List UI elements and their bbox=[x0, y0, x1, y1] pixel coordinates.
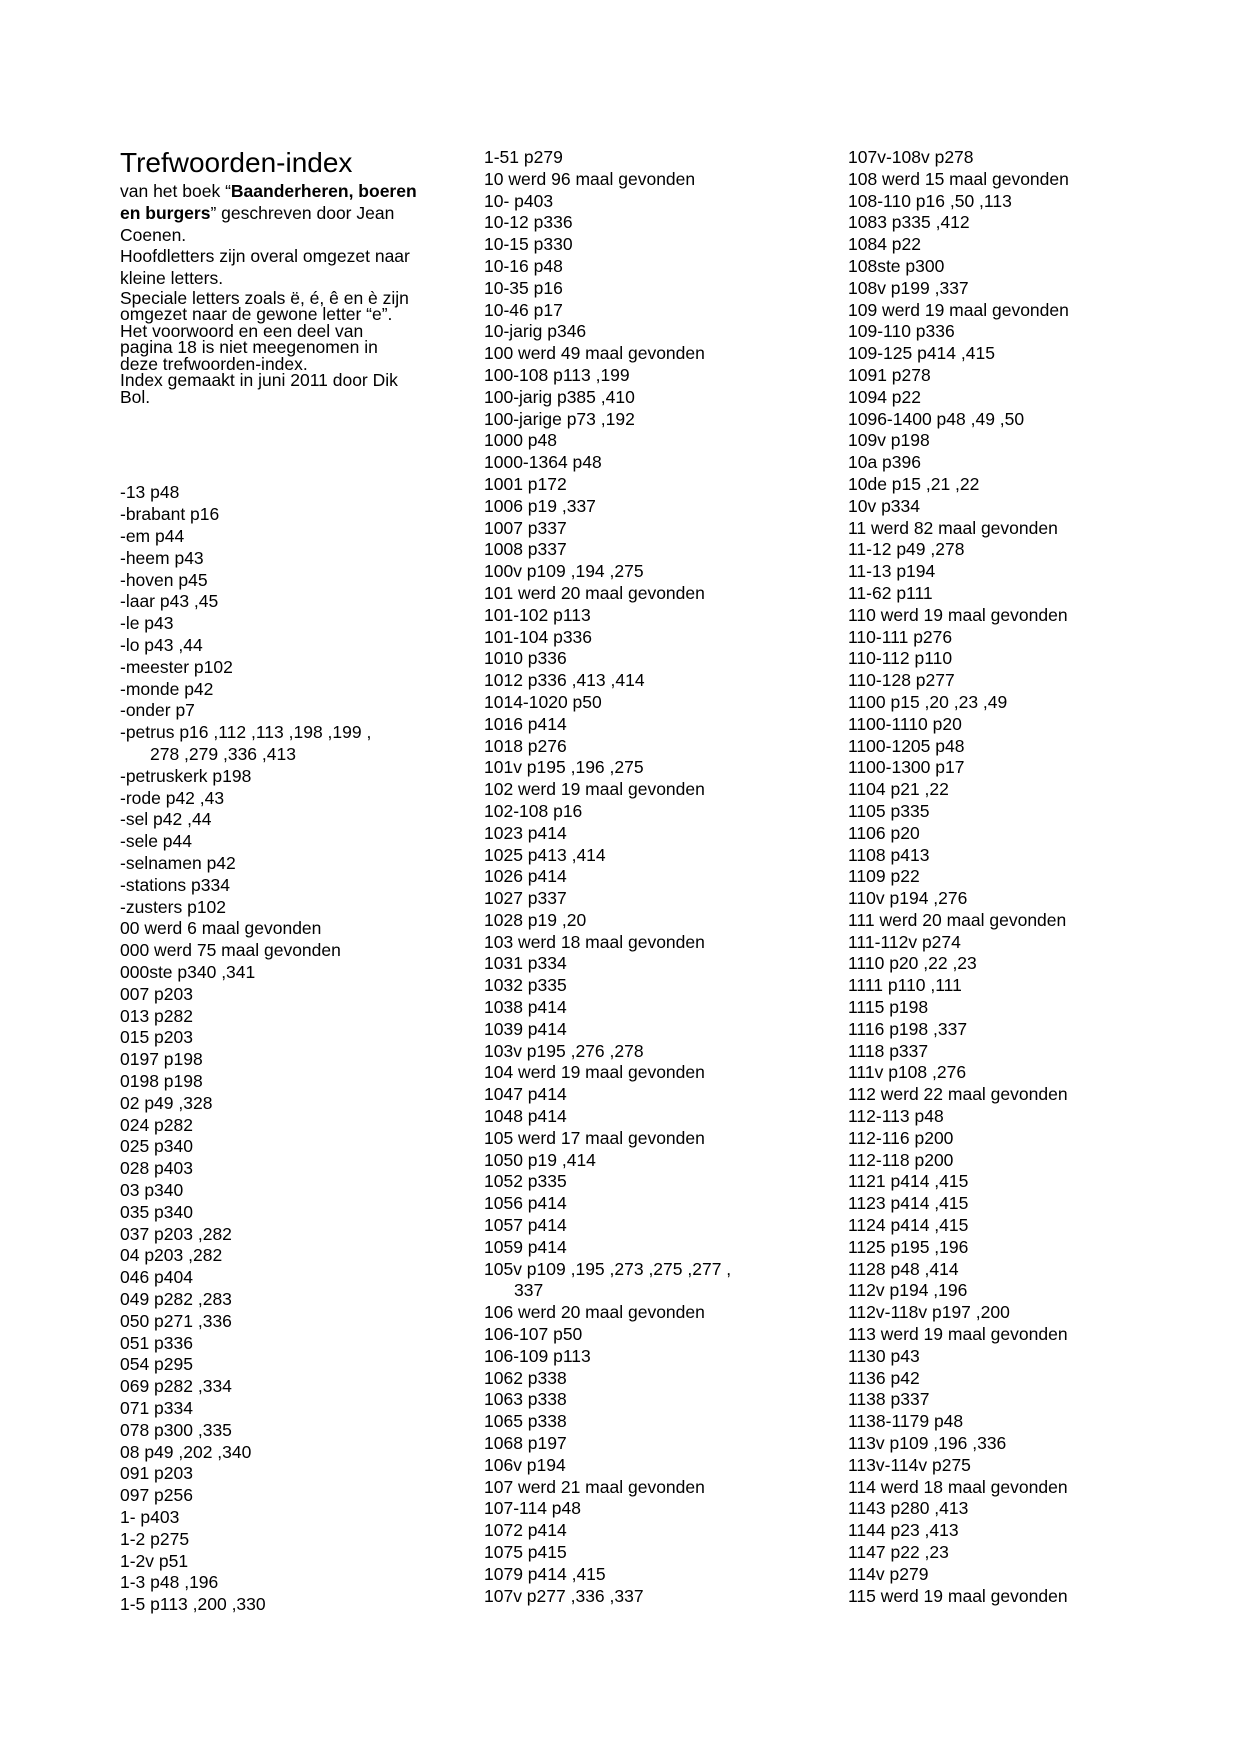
index-entry: 04 p203 ,282 bbox=[120, 1245, 223, 1266]
index-entry: 110v p194 ,276 bbox=[848, 888, 968, 909]
index-entry: 114v p279 bbox=[848, 1563, 929, 1584]
index-entry: 101-104 p336 bbox=[484, 626, 593, 647]
index-entry: 10-12 p336 bbox=[484, 212, 573, 233]
index-entry: 025 p340 bbox=[120, 1136, 193, 1157]
index-entry: 007 p203 bbox=[120, 983, 193, 1004]
index-entry: 104 werd 19 maal gevonden bbox=[484, 1062, 705, 1083]
index-entry: 097 p256 bbox=[120, 1485, 193, 1506]
index-entry: 1-5 p113 ,200 ,330 bbox=[120, 1594, 266, 1615]
index-entry: 1083 p335 ,412 bbox=[848, 212, 970, 233]
index-entry: 112-113 p48 bbox=[848, 1106, 944, 1127]
note-created: Index gemaakt in juni 2011 door Dik Bol. bbox=[120, 370, 398, 407]
index-entry: 024 p282 bbox=[120, 1114, 193, 1135]
index-entry: 1031 p334 bbox=[484, 953, 567, 974]
index-entry: 1108 p413 bbox=[848, 844, 930, 865]
index-entry: 1039 p414 bbox=[484, 1018, 567, 1039]
index-entry: 046 p404 bbox=[120, 1267, 193, 1288]
index-entry: 0198 p198 bbox=[120, 1071, 203, 1091]
entry-list-3 bbox=[848, 147, 1208, 1607]
index-entry: 1-3 p48 ,196 bbox=[120, 1572, 219, 1593]
index-entry: 000ste p340 ,341 bbox=[120, 962, 256, 983]
index-entry: -laar p43 ,45 bbox=[120, 591, 219, 612]
index-entry: 10-16 p48 bbox=[484, 255, 563, 276]
index-entry: 1116 p198 ,337 bbox=[848, 1018, 968, 1039]
index-entry: 100-jarig p385 ,410 bbox=[484, 386, 635, 407]
index-entry: -brabant p16 bbox=[120, 504, 220, 525]
index-entry: 1016 p414 bbox=[484, 713, 567, 734]
index-entry: 1052 p335 bbox=[484, 1171, 567, 1192]
index-entry: 1000 p48 bbox=[484, 430, 557, 451]
index-entry: 102 werd 19 maal gevonden bbox=[484, 779, 705, 800]
index-entry: 1010 p336 bbox=[484, 648, 567, 669]
index-entry: 111v p108 ,276 bbox=[848, 1062, 967, 1083]
intro-text bbox=[120, 181, 420, 405]
index-entry: -sele p44 bbox=[120, 831, 192, 852]
index-entry: 1072 p414 bbox=[484, 1520, 567, 1541]
index-entry: 10-15 p330 bbox=[484, 234, 573, 255]
index-entry: 1138 p337 bbox=[848, 1389, 930, 1410]
index-entry: 114 werd 18 maal gevonden bbox=[848, 1476, 1068, 1497]
index-entry: 111 werd 20 maal gevonden bbox=[848, 909, 1067, 930]
index-entry: 1100-1300 p17 bbox=[848, 757, 965, 778]
index-entry: 1- p403 bbox=[120, 1506, 180, 1527]
index-entry: 049 p282 ,283 bbox=[120, 1288, 232, 1309]
index-entry: 1008 p337 bbox=[484, 539, 567, 560]
index-entry: 1128 p48 ,414 bbox=[848, 1258, 959, 1279]
index-entry: 1136 p42 bbox=[848, 1367, 920, 1388]
index-entry: 113v p109 ,196 ,336 bbox=[848, 1433, 1007, 1454]
index-entry: 069 p282 ,334 bbox=[120, 1376, 232, 1397]
index-entry: 100v p109 ,194 ,275 bbox=[484, 561, 644, 582]
index-entry: 1047 p414 bbox=[484, 1084, 567, 1105]
index-entry: -stations p334 bbox=[120, 874, 230, 895]
index-entry: 10-jarig p346 bbox=[484, 321, 587, 342]
index-entry: 1096-1400 p48 ,49 ,50 bbox=[848, 408, 1025, 429]
index-entry: 1007 p337 bbox=[484, 517, 567, 538]
index-entry: -petrus p16 ,112 ,113 ,198 ,199 , bbox=[120, 722, 372, 743]
index-entry: 1094 p22 bbox=[848, 386, 921, 407]
index-entry: 1059 p414 bbox=[484, 1236, 567, 1257]
index-entry: 035 p340 bbox=[120, 1201, 193, 1222]
index-entry: 091 p203 bbox=[120, 1463, 193, 1484]
index-entry: 1027 p337 bbox=[484, 888, 567, 909]
index-entry: 1100 p15 ,20 ,23 ,49 bbox=[848, 691, 1008, 712]
index-entry: 1118 p337 bbox=[848, 1040, 929, 1061]
index-entry: 112v-118v p197 ,200 bbox=[848, 1302, 1010, 1323]
index-entry: 1123 p414 ,415 bbox=[848, 1193, 969, 1214]
index-entry: 108 werd 15 maal gevonden bbox=[848, 168, 1069, 189]
index-entry: 111-112v p274 bbox=[848, 931, 961, 952]
note-excluded: Het voorwoord en een deel van pagina 18 is niet meegenomen in deze trefwoorden-index. bbox=[120, 320, 378, 374]
index-entry: 1001 p172 bbox=[484, 473, 567, 494]
index-entry: 1014-1020 p50 bbox=[484, 691, 602, 712]
index-column-2 bbox=[484, 147, 814, 1607]
index-entry: 10v p334 bbox=[848, 495, 921, 516]
index-entry: 015 p203 bbox=[120, 1027, 193, 1048]
index-entry: -13 p48 bbox=[120, 482, 180, 503]
index-entry: 1000-1364 p48 bbox=[484, 452, 602, 473]
index-entry: 071 p334 bbox=[120, 1397, 193, 1418]
index-entry: 1057 p414 bbox=[484, 1215, 567, 1236]
index-entry: 102-108 p16 bbox=[484, 800, 583, 821]
index-entry: 1079 p414 ,415 bbox=[484, 1563, 606, 1584]
index-entry: -monde p42 bbox=[120, 678, 214, 699]
index-entry: 105v p109 ,195 ,273 ,275 ,277 , bbox=[484, 1258, 732, 1279]
index-entry: 1075 p415 bbox=[484, 1542, 567, 1562]
index-entry: 100 werd 49 maal gevonden bbox=[484, 343, 705, 364]
book-title: Baanderheren, boeren en burgers bbox=[120, 181, 417, 223]
entry-list-1 bbox=[120, 482, 450, 1615]
index-entry: 1056 p414 bbox=[484, 1193, 567, 1214]
note-capitals: Hoofdletters zijn overal omgezet naar kleine letters. bbox=[120, 246, 410, 289]
index-entry: 101v p195 ,196 ,275 bbox=[484, 757, 644, 778]
intro-line bbox=[120, 181, 420, 246]
index-entry: 10a p396 bbox=[848, 452, 921, 473]
index-entry: 109v p198 bbox=[848, 430, 930, 451]
index-entry: 013 p282 bbox=[120, 1005, 193, 1026]
index-entry: 1147 p22 ,23 bbox=[848, 1542, 949, 1562]
index-entry: 10-35 p16 bbox=[484, 277, 563, 298]
index-entry: 1018 p276 bbox=[484, 735, 567, 756]
index-entry: 037 p203 ,282 bbox=[120, 1223, 232, 1244]
index-entry: 1032 p335 bbox=[484, 975, 567, 996]
index-entry: 113v-114v p275 bbox=[848, 1454, 971, 1475]
index-entry: 1012 p336 ,413 ,414 bbox=[484, 670, 645, 691]
index-entry: 1124 p414 ,415 bbox=[848, 1215, 969, 1236]
index-entry: 1105 p335 bbox=[848, 800, 930, 821]
intro-pre: van het boek “ bbox=[120, 181, 231, 201]
index-column-3 bbox=[848, 147, 1208, 1607]
index-entry: 100-108 p113 ,199 bbox=[484, 364, 630, 385]
index-entry: 1062 p338 bbox=[484, 1367, 567, 1388]
index-entry: 110-112 p110 bbox=[848, 648, 953, 669]
index-entry: 1104 p21 ,22 bbox=[848, 779, 949, 800]
index-entry: 1100-1110 p20 bbox=[848, 713, 962, 734]
index-entry: -meester p102 bbox=[120, 656, 233, 677]
index-entry: 1144 p23 ,413 bbox=[848, 1520, 959, 1541]
index-entry: 103 werd 18 maal gevonden bbox=[484, 931, 705, 952]
index-entry: 1115 p198 bbox=[848, 997, 929, 1018]
index-entry: 1110 p20 ,22 ,23 bbox=[848, 953, 977, 974]
index-entry: 051 p336 bbox=[120, 1332, 193, 1353]
index-entry: 112 werd 22 maal gevonden bbox=[848, 1084, 1068, 1105]
index-entry: 1109 p22 bbox=[848, 866, 920, 887]
index-entry: 00 werd 6 maal gevonden bbox=[120, 918, 322, 939]
index-entry: 000 werd 75 maal gevonden bbox=[120, 940, 341, 961]
index-entry: -heem p43 bbox=[120, 547, 204, 568]
index-entry: 106-107 p50 bbox=[484, 1324, 583, 1345]
index-entry: 278 ,279 ,336 ,413 bbox=[150, 744, 296, 765]
index-entry: -sel p42 ,44 bbox=[120, 809, 212, 830]
index-entry: 11-62 p111 bbox=[848, 582, 933, 603]
index-entry: 1048 p414 bbox=[484, 1106, 567, 1127]
index-entry: 112v p194 ,196 bbox=[848, 1280, 968, 1301]
index-entry: -em p44 bbox=[120, 526, 185, 547]
index-entry: -lo p43 ,44 bbox=[120, 635, 203, 656]
index-entry: 054 p295 bbox=[120, 1354, 193, 1375]
index-entry: 1026 p414 bbox=[484, 866, 567, 887]
index-entry: 1143 p280 ,413 bbox=[848, 1498, 969, 1519]
index-entry: 106v p194 bbox=[484, 1454, 566, 1475]
index-entry: 101-102 p113 bbox=[484, 604, 591, 625]
index-entry: 109-110 p336 bbox=[848, 321, 955, 342]
index-entry: 078 p300 ,335 bbox=[120, 1419, 232, 1440]
index-entry: 1-2 p275 bbox=[120, 1528, 190, 1549]
index-entry: 10de p15 ,21 ,22 bbox=[848, 473, 980, 494]
index-entry: 108-110 p16 ,50 ,113 bbox=[848, 190, 1012, 211]
index-entry: 1130 p43 bbox=[848, 1345, 920, 1366]
index-entry: 03 p340 bbox=[120, 1179, 184, 1200]
index-entry: 02 p49 ,328 bbox=[120, 1092, 213, 1113]
index-entry: 10 werd 96 maal gevonden bbox=[484, 168, 696, 189]
index-entry: 1138-1179 p48 bbox=[848, 1411, 964, 1432]
index-entry: 11-13 p194 bbox=[848, 561, 936, 582]
index-entry: 106-109 p113 bbox=[484, 1345, 591, 1366]
index-entry: 1111 p110 ,111 bbox=[848, 975, 962, 996]
index-entry: 1121 p414 ,415 bbox=[848, 1171, 969, 1192]
index-entry: -hoven p45 bbox=[120, 569, 208, 590]
index-entry: 1-2v p51 bbox=[120, 1550, 189, 1571]
index-entry: -zusters p102 bbox=[120, 896, 227, 917]
index-entry: -petruskerk p198 bbox=[120, 765, 252, 786]
index-entry: 110-128 p277 bbox=[848, 670, 955, 691]
index-entry: 1038 p414 bbox=[484, 997, 567, 1018]
index-entry: 1084 p22 bbox=[848, 234, 921, 255]
index-entry: 105 werd 17 maal gevonden bbox=[484, 1127, 705, 1148]
index-entry: 113 werd 19 maal gevonden bbox=[848, 1324, 1068, 1345]
index-entry: -selnamen p42 bbox=[120, 853, 236, 874]
index-entry: 10-46 p17 bbox=[484, 299, 563, 320]
index-entry: 1065 p338 bbox=[484, 1411, 567, 1432]
index-entry: 08 p49 ,202 ,340 bbox=[120, 1441, 252, 1462]
index-entry: 11-12 p49 ,278 bbox=[848, 539, 965, 560]
index-entry: 1023 p414 bbox=[484, 822, 567, 843]
index-entry: 1-51 p279 bbox=[484, 147, 563, 167]
index-entry: 10- p403 bbox=[484, 190, 554, 211]
index-entry: 107-114 p48 bbox=[484, 1498, 581, 1519]
index-entry: 050 p271 ,336 bbox=[120, 1310, 232, 1331]
index-column-1 bbox=[120, 147, 450, 1616]
index-entry: 100-jarige p73 ,192 bbox=[484, 408, 635, 429]
index-entry: 1068 p197 bbox=[484, 1433, 567, 1454]
index-entry: 115 werd 19 maal gevonden bbox=[848, 1585, 1068, 1606]
index-entry: 1050 p19 ,414 bbox=[484, 1149, 596, 1170]
index-entry: 11 werd 82 maal gevonden bbox=[848, 517, 1058, 538]
intro-post: ” geschreven door Jean Coenen. bbox=[120, 202, 395, 245]
index-entry: 108ste p300 bbox=[848, 255, 945, 276]
index-entry: 1091 p278 bbox=[848, 364, 931, 385]
index-entry: -rode p42 ,43 bbox=[120, 787, 225, 808]
index-entry: 110 werd 19 maal gevonden bbox=[848, 604, 1068, 625]
index-entry: 110-111 p276 bbox=[848, 626, 953, 647]
index-entry: 101 werd 20 maal gevonden bbox=[484, 582, 705, 603]
index-entry: 1100-1205 p48 bbox=[848, 735, 965, 756]
page-title: Trefwoorden-index bbox=[120, 147, 353, 178]
note-special-letters: Speciale letters zoals ë, é, ê en è zijn omgezet naar de gewone letter “e”. bbox=[120, 287, 409, 325]
index-entry: 107v p277 ,336 ,337 bbox=[484, 1585, 644, 1606]
index-entry: 1006 p19 ,337 bbox=[484, 495, 596, 516]
index-entry: -le p43 bbox=[120, 613, 174, 634]
index-entry: 1106 p20 bbox=[848, 822, 920, 843]
index-entry: 1025 p413 ,414 bbox=[484, 844, 606, 865]
index-entry: 106 werd 20 maal gevonden bbox=[484, 1302, 705, 1323]
index-entry: 337 bbox=[514, 1280, 544, 1301]
index-entry: 107v-108v p278 bbox=[848, 147, 974, 167]
index-entry: 028 p403 bbox=[120, 1158, 193, 1179]
index-entry: -onder p7 bbox=[120, 700, 195, 721]
index-entry: 112-116 p200 bbox=[848, 1127, 954, 1148]
index-entry: 0197 p198 bbox=[120, 1049, 203, 1070]
index-entry: 109-125 p414 ,415 bbox=[848, 343, 995, 364]
index-entry: 112-118 p200 bbox=[848, 1149, 954, 1170]
index-entry: 109 werd 19 maal gevonden bbox=[848, 299, 1069, 320]
entry-list-2 bbox=[484, 147, 814, 1607]
index-entry: 1063 p338 bbox=[484, 1389, 567, 1410]
index-entry: 108v p199 ,337 bbox=[848, 277, 969, 298]
index-entry: 1028 p19 ,20 bbox=[484, 909, 587, 930]
index-entry: 107 werd 21 maal gevonden bbox=[484, 1476, 705, 1497]
index-entry: 1125 p195 ,196 bbox=[848, 1236, 969, 1257]
index-entry: 103v p195 ,276 ,278 bbox=[484, 1040, 644, 1061]
